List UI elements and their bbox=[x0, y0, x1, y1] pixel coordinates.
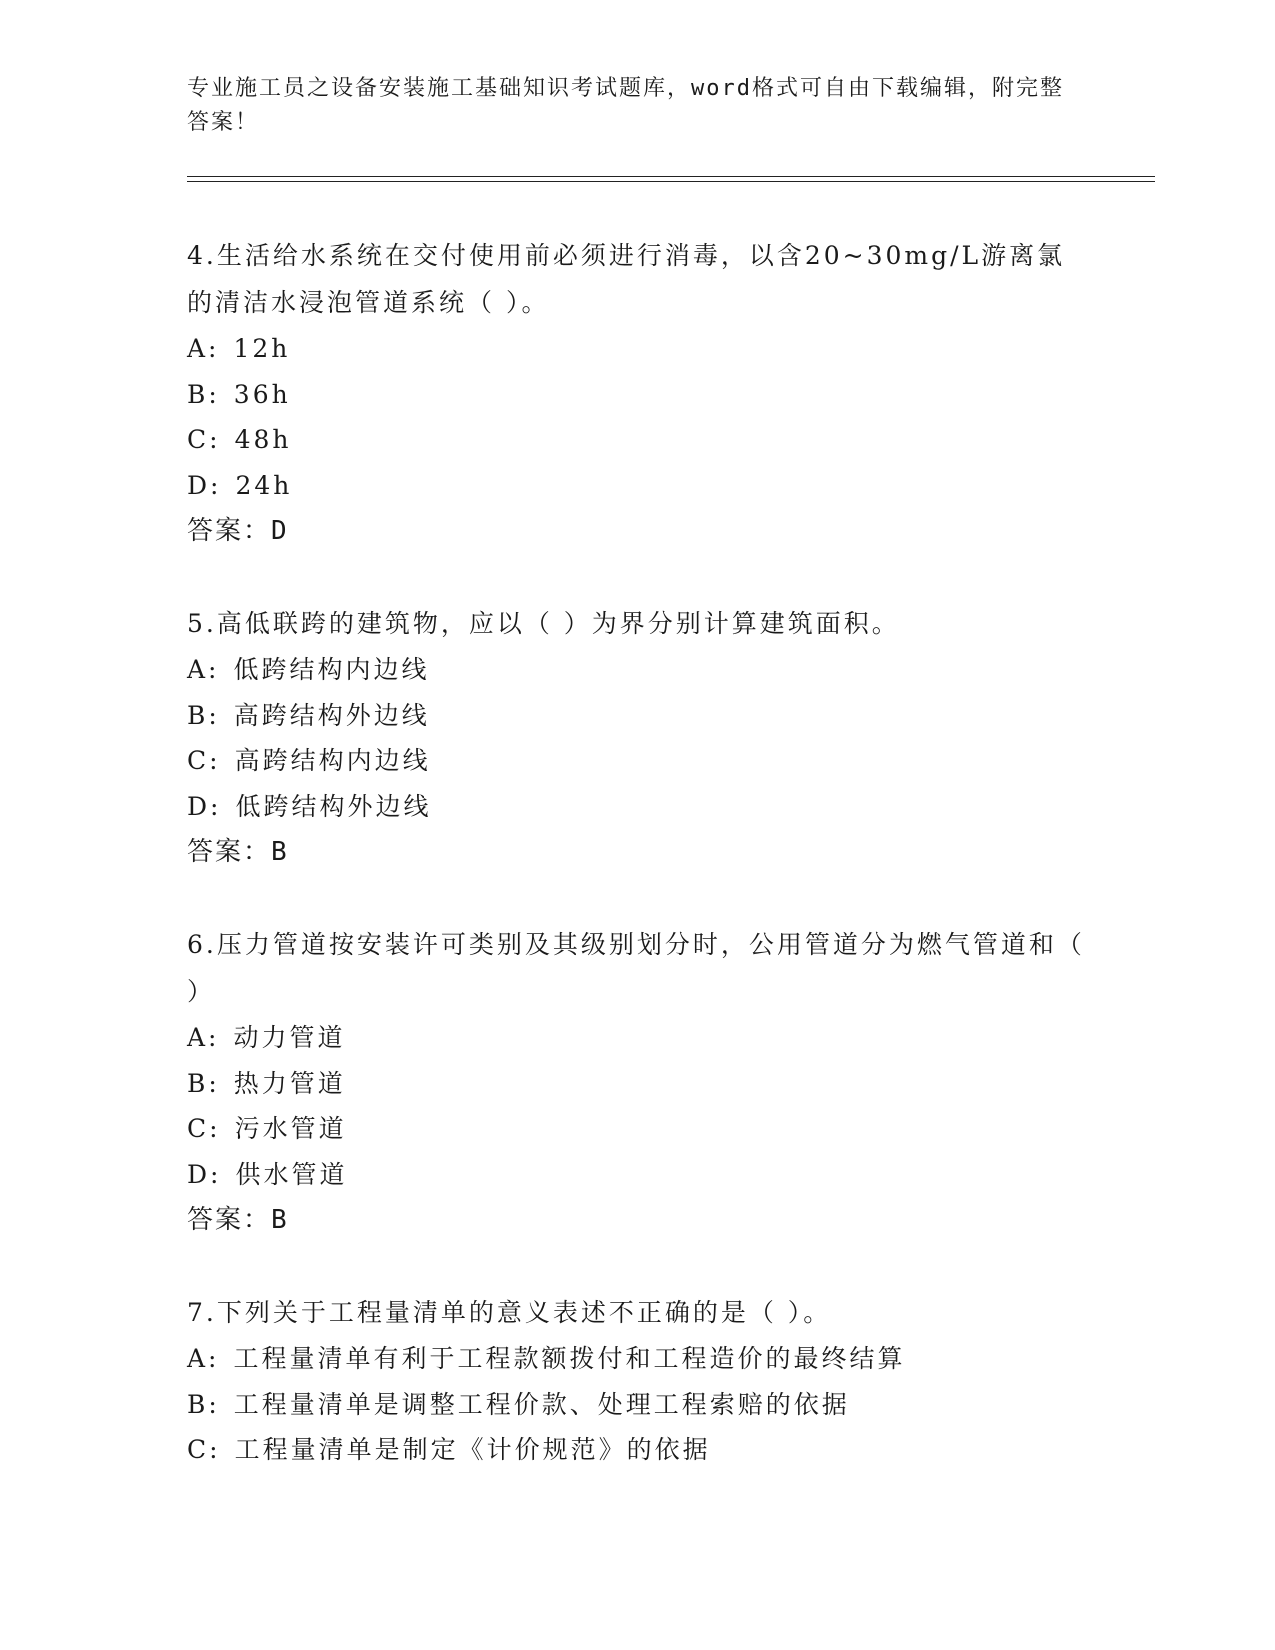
option-text: 工程量清单是调整工程价款、处理工程索赔的依据 bbox=[233, 1389, 850, 1419]
option-letter: B: bbox=[187, 1389, 220, 1419]
question-4 bbox=[187, 232, 1087, 554]
option-letter: A: bbox=[187, 655, 220, 684]
question-stem: 7.下列关于工程量清单的意义表述不正确的是（ ）。 bbox=[187, 1298, 832, 1327]
option-c bbox=[187, 417, 1087, 463]
option-c bbox=[187, 738, 1087, 784]
document-header bbox=[187, 72, 1087, 140]
option-text: 低跨结构外边线 bbox=[235, 791, 432, 821]
option-text: 热力管道 bbox=[233, 1068, 346, 1098]
option-text: 工程量清单有利于工程款额拨付和工程造价的最终结算 bbox=[233, 1344, 906, 1373]
option-text: 高跨结构内边线 bbox=[234, 746, 431, 775]
question-stem: 5.高低联跨的建筑物，应以（ ）为界分别计算建筑面积。 bbox=[187, 609, 900, 638]
option-letter: B: bbox=[187, 1068, 220, 1098]
option-d bbox=[187, 463, 1087, 509]
option-b bbox=[187, 1061, 1087, 1107]
option-text: 12h bbox=[233, 334, 291, 363]
option-letter: D: bbox=[187, 791, 222, 821]
option-letter: D: bbox=[187, 470, 222, 500]
question-6 bbox=[187, 921, 1087, 1243]
option-letter: C: bbox=[187, 425, 221, 454]
option-letter: C: bbox=[187, 1435, 221, 1464]
answer-line: 答案：D bbox=[187, 516, 289, 546]
option-letter: D: bbox=[187, 1159, 222, 1189]
question-list bbox=[187, 232, 1087, 1519]
option-letter: B: bbox=[187, 700, 220, 730]
option-text: 供水管道 bbox=[235, 1159, 348, 1189]
option-b bbox=[187, 372, 1087, 418]
option-a bbox=[187, 326, 1087, 372]
option-text: 污水管道 bbox=[234, 1114, 347, 1143]
option-d bbox=[187, 1152, 1087, 1198]
option-letter: A: bbox=[187, 1023, 220, 1052]
option-text: 48h bbox=[234, 425, 292, 454]
question-7 bbox=[187, 1289, 1087, 1473]
answer-line: 答案：B bbox=[187, 837, 289, 867]
question-stem: 4.生活给水系统在交付使用前必须进行消毒，以含20~30mg/L游离氯的清洁水浸泡管道系统（ ）。 bbox=[187, 241, 1066, 317]
answer-line: 答案：B bbox=[187, 1205, 289, 1235]
option-letter: B: bbox=[187, 379, 220, 409]
option-a bbox=[187, 647, 1087, 693]
option-text: 高跨结构外边线 bbox=[233, 700, 430, 730]
question-5 bbox=[187, 600, 1087, 875]
option-a bbox=[187, 1336, 1087, 1382]
option-letter: C: bbox=[187, 1114, 221, 1143]
option-b bbox=[187, 693, 1087, 739]
option-text: 动力管道 bbox=[233, 1023, 346, 1052]
option-letter: C: bbox=[187, 746, 221, 775]
header-divider bbox=[187, 176, 1155, 182]
option-c bbox=[187, 1106, 1087, 1152]
option-letter: A: bbox=[187, 1344, 220, 1373]
option-a bbox=[187, 1015, 1087, 1061]
option-c bbox=[187, 1427, 1087, 1473]
option-d bbox=[187, 784, 1087, 830]
option-text: 36h bbox=[233, 379, 291, 409]
option-letter: A: bbox=[187, 334, 220, 363]
option-b bbox=[187, 1382, 1087, 1428]
option-text: 低跨结构内边线 bbox=[233, 655, 430, 684]
question-stem: 6.压力管道按安装许可类别及其级别划分时，公用管道分为燃气管道和（ ） bbox=[187, 930, 1085, 1006]
document-title: 专业施工员之设备安装施工基础知识考试题库，word格式可自由下载编辑，附完整答案！ bbox=[187, 76, 1064, 135]
option-text: 工程量清单是制定《计价规范》的依据 bbox=[234, 1435, 711, 1464]
option-text: 24h bbox=[235, 470, 293, 500]
